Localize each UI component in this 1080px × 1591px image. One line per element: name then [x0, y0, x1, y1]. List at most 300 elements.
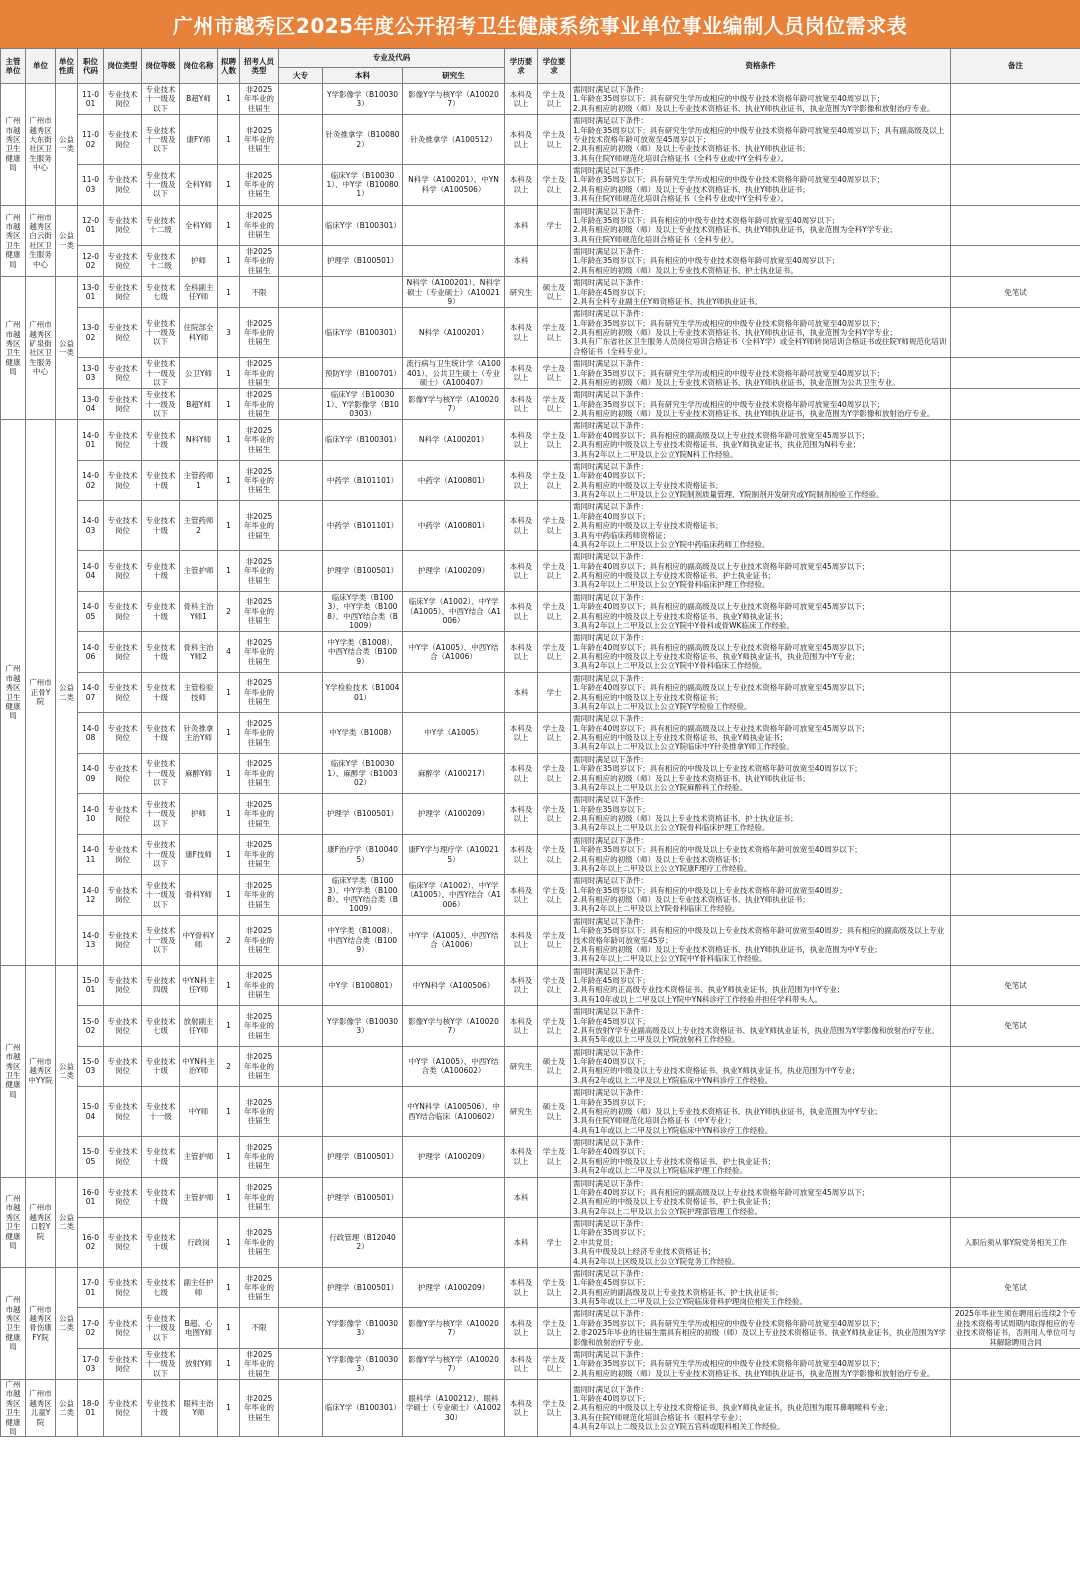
- hire-count-cell: 1: [218, 246, 240, 277]
- post-level-cell: 专业技术十级: [142, 1177, 180, 1218]
- post-type-cell: 专业技术岗位: [104, 277, 142, 308]
- major-benke-cell: 护理学（B100501）: [323, 794, 403, 835]
- dept-cell: 广州市越秀区卫生健康局: [1, 420, 26, 965]
- major-benke-cell: Y学影像学（B100303）: [323, 1308, 403, 1349]
- education-cell: 本科及以上: [505, 1267, 538, 1308]
- hire-count-cell: 1: [218, 420, 240, 461]
- qualification-cell: 需同时满足以下条件： 1.年龄在40周岁以下；具有相应的副高级及以上专业技术资格年龄可放宽至45周岁以下； 2.具有相应的中级及以上专业技术资格证书； 3.具有2年以上二甲及以上公立Y院Y学检验工作经验。: [571, 672, 951, 713]
- job-code-cell: 14-007: [78, 672, 104, 713]
- header-nature: 单位性质: [56, 49, 78, 84]
- education-cell: 本科及以上: [505, 420, 538, 461]
- job-code-cell: 17-001: [78, 1267, 104, 1308]
- degree-cell: 学士: [538, 205, 571, 246]
- hire-count-cell: 1: [218, 1348, 240, 1379]
- major-dazhuan-cell: [279, 1046, 323, 1087]
- job-code-cell: 14-004: [78, 551, 104, 592]
- post-name-cell: 康F技师: [180, 834, 218, 875]
- table-row: [1, 1348, 1080, 1379]
- hire-count-cell: 1: [218, 358, 240, 389]
- major-dazhuan-cell: [279, 84, 323, 115]
- degree-cell: 学士及以上: [538, 1348, 571, 1379]
- job-code-cell: 17-003: [78, 1348, 104, 1379]
- remark-cell: [951, 460, 1080, 501]
- table-row: [1, 1308, 1080, 1349]
- education-cell: 本科及以上: [505, 834, 538, 875]
- job-code-cell: 15-003: [78, 1046, 104, 1087]
- hire-count-cell: 1: [218, 115, 240, 165]
- post-name-cell: 主管药师2: [180, 501, 218, 551]
- major-benke-cell: 中Y学类（B1008）、中西Y结合类（B1009）: [323, 632, 403, 673]
- post-type-cell: 专业技术岗位: [104, 1087, 142, 1137]
- major-benke-cell: 临床Y学（B100301）: [323, 308, 403, 358]
- major-dazhuan-cell: [279, 358, 323, 389]
- major-benke-cell: 临床Y学（B100301）: [323, 420, 403, 461]
- post-type-cell: 专业技术岗位: [104, 165, 142, 206]
- degree-cell: 学士: [538, 1218, 571, 1268]
- nature-cell: 公益二类: [56, 1267, 78, 1379]
- education-cell: 研究生: [505, 277, 538, 308]
- table-row: [1, 1046, 1080, 1087]
- job-code-cell: 14-012: [78, 875, 104, 916]
- post-type-cell: 专业技术岗位: [104, 1380, 142, 1437]
- candidate-type-cell: 非2025年毕业的往届生: [240, 965, 279, 1006]
- candidate-type-cell: 非2025年毕业的往届生: [240, 1006, 279, 1047]
- table-row: [1, 875, 1080, 916]
- post-type-cell: 专业技术岗位: [104, 1218, 142, 1268]
- education-cell: 本科及以上: [505, 591, 538, 632]
- candidate-type-cell: 不限: [240, 277, 279, 308]
- hire-count-cell: 1: [218, 672, 240, 713]
- major-yjs-cell: 临床Y学（A1002）、中Y学（A1005）、中西Y结合（A1006）: [403, 591, 505, 632]
- candidate-type-cell: 不限: [240, 1308, 279, 1349]
- qualification-cell: 需同时满足以下条件： 1.年龄在40周岁以下；具有相应的副高级及以上专业技术资格年龄可放宽至45周岁以下； 2.具有相应的中级及以上专业技术资格证书、护士执业证书； 3.具有2年以上二甲及以上公立Y院护理部管理工作经验。: [571, 1177, 951, 1218]
- major-dazhuan-cell: [279, 672, 323, 713]
- major-benke-cell: 预防Y学（B100701）: [323, 358, 403, 389]
- major-dazhuan-cell: [279, 834, 323, 875]
- post-name-cell: 眼科主治Y师: [180, 1380, 218, 1437]
- table-row: [1, 460, 1080, 501]
- major-benke-cell: 中Y学（B100801）: [323, 965, 403, 1006]
- qualification-cell: 需同时满足以下条件： 1.年龄在40周岁以下；具有相应的副高级及以上专业技术资格年龄可放宽至45周岁以下； 2.具有相应的中级及以上专业技术资格证书、执业Y师执业证书； 3.具有2年以上二甲及以上公立Y院临床中Y针灸推拿Y师工作经验。: [571, 713, 951, 754]
- post-type-cell: 专业技术岗位: [104, 591, 142, 632]
- hire-count-cell: 1: [218, 460, 240, 501]
- post-level-cell: 专业技术七级: [142, 277, 180, 308]
- qualification-cell: 需同时满足以下条件： 1.年龄在35周岁以下；具有研究生学历或相应的中级专业技术资格年龄可放宽至40周岁以下； 2.具有相应的初级（师）及以上专业技术资格证书、执业Y师执业证书，执业范围为全科Y学专业； 3.具有广东省社区卫生服务人员岗位培训合格证书（全科Y学）或全科Y师转岗培训合格证书或住院Y师规范化培训合格证书（全科专业）。: [571, 308, 951, 358]
- post-type-cell: 专业技术岗位: [104, 1137, 142, 1178]
- dept-cell: 广州市越秀区卫生健康局: [1, 1380, 26, 1437]
- remark-cell: [951, 1087, 1080, 1137]
- unit-cell: 广州市越秀区中YY院: [26, 965, 56, 1177]
- dept-cell: 广州市越秀区卫生健康局: [1, 965, 26, 1177]
- major-dazhuan-cell: [279, 1380, 323, 1437]
- remark-cell: [951, 1380, 1080, 1437]
- remark-cell: [951, 875, 1080, 916]
- major-yjs-cell: [403, 1218, 505, 1268]
- table-row: [1, 308, 1080, 358]
- remark-cell: [951, 308, 1080, 358]
- qualification-cell: 需同时满足以下条件： 1.年龄在40周岁以下；具有相应的副高级及以上专业技术资格年龄可放宽至45周岁以下； 2.具有相应的中级及以上专业技术资格证书、执业Y师执业证书； 3.具有2年以上二甲及以上公立Y院中Y骨科或骨WK临床工作经验。: [571, 591, 951, 632]
- major-dazhuan-cell: [279, 591, 323, 632]
- major-dazhuan-cell: [279, 1177, 323, 1218]
- post-type-cell: 专业技术岗位: [104, 308, 142, 358]
- remark-cell: [951, 794, 1080, 835]
- degree-cell: 学士及以上: [538, 1137, 571, 1178]
- candidate-type-cell: 非2025年毕业的往届生: [240, 420, 279, 461]
- degree-cell: 学士及以上: [538, 1006, 571, 1047]
- header-qual: 资格条件: [571, 49, 951, 84]
- remark-cell: [951, 1046, 1080, 1087]
- job-code-cell: 13-001: [78, 277, 104, 308]
- post-level-cell: 专业技术十一级及以下: [142, 915, 180, 965]
- post-name-cell: 全科副主任Y师: [180, 277, 218, 308]
- qualification-cell: 需同时满足以下条件： 1.年龄在35周岁以下；具有研究生学历或相应的中级专业技术资格年龄可放宽至40周岁以下； 2.具有相应的初级（师）及以上专业技术资格证书、执业Y师执业证书，执业范围为Y学影像和放射治疗专业。: [571, 1348, 951, 1379]
- table-row: [1, 205, 1080, 246]
- education-cell: 本科及以上: [505, 1380, 538, 1437]
- post-level-cell: 专业技术七级: [142, 1267, 180, 1308]
- qualification-cell: 需同时满足以下条件： 1.年龄在40周岁以下；具有相应的副高级及以上专业技术资格年龄可放宽至45周岁以下； 2.具有相应的中级及以上专业技术资格证书、护士执业证书； 3.具有2年以上二甲及以上公立Y院骨科临床护理工作经验。: [571, 551, 951, 592]
- degree-cell: [538, 1177, 571, 1218]
- post-level-cell: 专业技术十一级及以下: [142, 794, 180, 835]
- post-level-cell: 专业技术十一级: [142, 1087, 180, 1137]
- unit-cell: 广州市越秀区白云街社区卫生服务中心: [26, 205, 56, 277]
- job-code-cell: 14-003: [78, 501, 104, 551]
- major-benke-cell: 临床Y学（B100301）、中Y学（B100801）: [323, 165, 403, 206]
- major-dazhuan-cell: [279, 277, 323, 308]
- post-name-cell: 中Y骨科Y师: [180, 915, 218, 965]
- candidate-type-cell: 非2025年毕业的往届生: [240, 875, 279, 916]
- table-row: [1, 1177, 1080, 1218]
- job-code-cell: 15-005: [78, 1137, 104, 1178]
- unit-cell: 广州市越秀区儿童Y院: [26, 1380, 56, 1437]
- table-row: [1, 501, 1080, 551]
- major-benke-cell: 临床Y学类（B1003）、中Y学类（B1008）、中西Y结合类（B1009）: [323, 875, 403, 916]
- job-code-cell: 14-001: [78, 420, 104, 461]
- degree-cell: 学士及以上: [538, 591, 571, 632]
- job-code-cell: 13-004: [78, 389, 104, 420]
- post-type-cell: 专业技术岗位: [104, 794, 142, 835]
- major-benke-cell: 针灸推拿学（B100802）: [323, 115, 403, 165]
- education-cell: 本科及以上: [505, 1308, 538, 1349]
- nature-cell: 公益二类: [56, 420, 78, 965]
- degree-cell: 学士及以上: [538, 84, 571, 115]
- table-row: [1, 115, 1080, 165]
- remark-cell: [951, 551, 1080, 592]
- major-dazhuan-cell: [279, 713, 323, 754]
- job-code-cell: 14-009: [78, 753, 104, 794]
- job-code-cell: 12-001: [78, 205, 104, 246]
- major-dazhuan-cell: [279, 1308, 323, 1349]
- post-level-cell: 专业技术十级: [142, 460, 180, 501]
- qualification-cell: 需同时满足以下条件： 1.年龄在45周岁以下； 2.具有相应的副高级及以上专业技术资格证书、护士执业证书； 3.具有5年或以上二甲及以上公立Y院临床骨科护理岗位相关工作经验。: [571, 1267, 951, 1308]
- remark-cell: [951, 84, 1080, 115]
- table-row: [1, 672, 1080, 713]
- major-dazhuan-cell: [279, 1006, 323, 1047]
- job-code-cell: 14-010: [78, 794, 104, 835]
- post-level-cell: 专业技术十一级及以下: [142, 165, 180, 206]
- post-level-cell: 专业技术十一级及以下: [142, 84, 180, 115]
- table-row: [1, 1087, 1080, 1137]
- degree-cell: 学士及以上: [538, 794, 571, 835]
- major-benke-cell: [323, 1087, 403, 1137]
- post-name-cell: 放射Y师: [180, 1348, 218, 1379]
- degree-cell: 硕士及以上: [538, 1046, 571, 1087]
- degree-cell: 学士: [538, 672, 571, 713]
- post-level-cell: 专业技术十级: [142, 1137, 180, 1178]
- degree-cell: 学士及以上: [538, 965, 571, 1006]
- education-cell: 本科及以上: [505, 358, 538, 389]
- post-name-cell: 骨科Y师: [180, 875, 218, 916]
- hire-count-cell: 1: [218, 84, 240, 115]
- recruitment-table: [0, 48, 1080, 1437]
- post-name-cell: 住院部全科Y师: [180, 308, 218, 358]
- major-benke-cell: Y学影像学（B100303）: [323, 1348, 403, 1379]
- job-code-cell: 15-001: [78, 965, 104, 1006]
- post-level-cell: 专业技术十级: [142, 1218, 180, 1268]
- major-dazhuan-cell: [279, 389, 323, 420]
- major-benke-cell: 临床Y学（B100301）: [323, 1380, 403, 1437]
- header-edu: 学历要求: [505, 49, 538, 84]
- post-level-cell: 专业技术十一级及以下: [142, 753, 180, 794]
- dept-cell: 广州市越秀区卫生健康局: [1, 205, 26, 277]
- major-yjs-cell: 影像Y学与核Y学（A100207）: [403, 1308, 505, 1349]
- qualification-cell: 需同时满足以下条件： 1.年龄在35周岁以下； 2.中共党员； 3.具有中级及以上经济专业技术资格证书； 4.具有2年以上区级及以上公立Y院党务工作经验。: [571, 1218, 951, 1268]
- major-dazhuan-cell: [279, 115, 323, 165]
- post-name-cell: 主管护师: [180, 1177, 218, 1218]
- major-benke-cell: 护理学（B100501）: [323, 1137, 403, 1178]
- post-name-cell: 放射副主任Y师: [180, 1006, 218, 1047]
- job-code-cell: 16-001: [78, 1177, 104, 1218]
- education-cell: 本科及以上: [505, 1137, 538, 1178]
- major-yjs-cell: [403, 672, 505, 713]
- post-type-cell: 专业技术岗位: [104, 1267, 142, 1308]
- unit-cell: 广州市越秀区骨伤康FY院: [26, 1267, 56, 1379]
- education-cell: 本科及以上: [505, 501, 538, 551]
- major-yjs-cell: 影像Y学与核Y学（A100207）: [403, 84, 505, 115]
- candidate-type-cell: 非2025年毕业的往届生: [240, 1177, 279, 1218]
- major-benke-cell: 护理学（B100501）: [323, 246, 403, 277]
- job-code-cell: 11-002: [78, 115, 104, 165]
- candidate-type-cell: 非2025年毕业的往届生: [240, 358, 279, 389]
- post-name-cell: 针灸推拿主治Y师: [180, 713, 218, 754]
- candidate-type-cell: 非2025年毕业的往届生: [240, 165, 279, 206]
- post-level-cell: 专业技术十一级及以下: [142, 389, 180, 420]
- candidate-type-cell: 非2025年毕业的往届生: [240, 551, 279, 592]
- post-name-cell: 行政岗: [180, 1218, 218, 1268]
- remark-cell: [951, 713, 1080, 754]
- degree-cell: 学士及以上: [538, 551, 571, 592]
- candidate-type-cell: 非2025年毕业的往届生: [240, 501, 279, 551]
- post-level-cell: 专业技术十级: [142, 1380, 180, 1437]
- post-level-cell: 专业技术十一级及以下: [142, 834, 180, 875]
- degree-cell: 学士及以上: [538, 358, 571, 389]
- education-cell: 本科及以上: [505, 551, 538, 592]
- qualification-cell: 需同时满足以下条件： 1.年龄在35周岁以下；具有研究生学历或相应的中级专业技术资格年龄可放宽至40周岁以下； 2.具有相应的初级（师）及以上专业技术资格证书、执业Y师执业证书，执业范围为公共卫生专业。: [571, 358, 951, 389]
- candidate-type-cell: 非2025年毕业的往届生: [240, 632, 279, 673]
- degree-cell: [538, 246, 571, 277]
- job-code-cell: 12-002: [78, 246, 104, 277]
- remark-cell: [951, 358, 1080, 389]
- post-name-cell: 康FY师: [180, 115, 218, 165]
- degree-cell: 学士及以上: [538, 1380, 571, 1437]
- post-level-cell: 专业技术十二级: [142, 246, 180, 277]
- degree-cell: 学士及以上: [538, 875, 571, 916]
- remark-cell: [951, 205, 1080, 246]
- major-yjs-cell: [403, 246, 505, 277]
- education-cell: 本科: [505, 205, 538, 246]
- degree-cell: 学士及以上: [538, 1308, 571, 1349]
- candidate-type-cell: 非2025年毕业的往届生: [240, 1087, 279, 1137]
- table-row: [1, 834, 1080, 875]
- major-yjs-cell: N科学（A100201）: [403, 308, 505, 358]
- qualification-cell: 需同时满足以下条件： 1.年龄在35周岁以下；具有相应的中级及以上专业技术资格年龄可放宽至40周岁； 2.具有相应的初级（师）及以上专业技术资格证书、执业Y师执业证书； 3.具有2年以上二甲及以上Y院骨科临床工作经验。: [571, 875, 951, 916]
- post-type-cell: 专业技术岗位: [104, 389, 142, 420]
- post-level-cell: 专业技术十级: [142, 1046, 180, 1087]
- major-yjs-cell: 临床Y学（A1002）、中Y学（A1005）、中西Y结合（A1006）: [403, 875, 505, 916]
- post-type-cell: 专业技术岗位: [104, 84, 142, 115]
- post-name-cell: 主管护师: [180, 551, 218, 592]
- education-cell: 本科及以上: [505, 794, 538, 835]
- header-target: 招考人员类型: [240, 49, 279, 84]
- post-name-cell: 副主任护师: [180, 1267, 218, 1308]
- job-code-cell: 11-003: [78, 165, 104, 206]
- dept-cell: 广州市越秀区卫生健康局: [1, 277, 26, 420]
- table-row: [1, 1006, 1080, 1047]
- table-row: [1, 551, 1080, 592]
- major-dazhuan-cell: [279, 1137, 323, 1178]
- major-yjs-cell: N科学（A100201）: [403, 420, 505, 461]
- education-cell: 本科及以上: [505, 460, 538, 501]
- table-row: [1, 1137, 1080, 1178]
- post-name-cell: 公卫Y师: [180, 358, 218, 389]
- table-row: [1, 794, 1080, 835]
- table-row: [1, 420, 1080, 461]
- major-benke-cell: 护理学（B100501）: [323, 551, 403, 592]
- post-type-cell: 专业技术岗位: [104, 1006, 142, 1047]
- remark-cell: [951, 591, 1080, 632]
- unit-cell: 广州市正骨Y院: [26, 420, 56, 965]
- major-dazhuan-cell: [279, 1087, 323, 1137]
- hire-count-cell: 1: [218, 205, 240, 246]
- qualification-cell: 需同时满足以下条件： 1.年龄在45周岁以下； 2.具有相应的正高级专业技术资格证书、执业Y师执业证书，执业范围为中Y专业； 3.具有10年或以上二甲及以上Y院中YN科诊疗工作经验并担任学科带头人。: [571, 965, 951, 1006]
- post-level-cell: 专业技术十一级及以下: [142, 308, 180, 358]
- nature-cell: 公益一类: [56, 205, 78, 277]
- header-level: 岗位等级: [142, 49, 180, 84]
- major-yjs-cell: 中YN科学（A100506）: [403, 965, 505, 1006]
- major-dazhuan-cell: [279, 501, 323, 551]
- hire-count-cell: 4: [218, 632, 240, 673]
- job-code-cell: 14-005: [78, 591, 104, 632]
- hire-count-cell: 2: [218, 915, 240, 965]
- qualification-cell: 需同时满足以下条件： 1.年龄在35周岁以下；具有相应的中级专业技术资格年龄可放宽至40周岁以下； 2.具有相应的初级（师）及以上专业技术资格证书、护士执业证书。: [571, 246, 951, 277]
- major-dazhuan-cell: [279, 875, 323, 916]
- hire-count-cell: 3: [218, 308, 240, 358]
- remark-cell: [951, 501, 1080, 551]
- job-code-cell: 15-004: [78, 1087, 104, 1137]
- post-level-cell: 专业技术十二级: [142, 205, 180, 246]
- post-type-cell: 专业技术岗位: [104, 246, 142, 277]
- table-row: [1, 84, 1080, 115]
- post-name-cell: 主管护师: [180, 1137, 218, 1178]
- table-row: [1, 632, 1080, 673]
- major-benke-cell: [323, 277, 403, 308]
- major-dazhuan-cell: [279, 246, 323, 277]
- remark-cell: [951, 915, 1080, 965]
- major-dazhuan-cell: [279, 551, 323, 592]
- post-type-cell: 专业技术岗位: [104, 551, 142, 592]
- job-code-cell: 17-002: [78, 1308, 104, 1349]
- job-code-cell: 13-002: [78, 308, 104, 358]
- major-yjs-cell: 中Y学（A1005）、中西Y结合（A1006）: [403, 915, 505, 965]
- degree-cell: 硕士及以上: [538, 1087, 571, 1137]
- qualification-cell: 需同时满足以下条件： 1.年龄在40周岁以下； 2.具有相应的中级及以上专业技术资格证书； 3.具有2年以上二甲及以上公立Y院制剂质量管理、Y院制剂开发研究或Y院制剂检验工作经验。: [571, 460, 951, 501]
- education-cell: 本科及以上: [505, 713, 538, 754]
- major-dazhuan-cell: [279, 460, 323, 501]
- post-level-cell: 专业技术七级: [142, 1006, 180, 1047]
- candidate-type-cell: 非2025年毕业的往届生: [240, 1380, 279, 1437]
- candidate-type-cell: 非2025年毕业的往届生: [240, 246, 279, 277]
- major-yjs-cell: 眼科学（A100212）、眼科学硕士（专业硕士）（A100230）: [403, 1380, 505, 1437]
- post-name-cell: B超Y师: [180, 389, 218, 420]
- major-benke-cell: 行政管理（B120402）: [323, 1218, 403, 1268]
- post-name-cell: 全科Y师: [180, 165, 218, 206]
- post-level-cell: 专业技术十级: [142, 501, 180, 551]
- qualification-cell: 需同时满足以下条件： 1.年龄在40周岁以下；具有相应的副高级及以上专业技术资格年龄可放宽至45周岁以下； 2.具有相应的中级及以上专业技术资格证书、执业Y师执业证书，执业范围为中Y专业； 3.具有2年以上二甲及以上公立Y院中Y骨科临床工作经验。: [571, 632, 951, 673]
- unit-cell: 广州市越秀区大东街社区卫生服务中心: [26, 84, 56, 206]
- major-benke-cell: Y学检验技术（B100401）: [323, 672, 403, 713]
- job-code-cell: 14-002: [78, 460, 104, 501]
- post-level-cell: 专业技术十一级及以下: [142, 358, 180, 389]
- major-yjs-cell: 护理学（A100209）: [403, 551, 505, 592]
- degree-cell: 学士及以上: [538, 753, 571, 794]
- table-row: [1, 1267, 1080, 1308]
- education-cell: 本科及以上: [505, 753, 538, 794]
- major-yjs-cell: 影像Y学与核Y学（A100207）: [403, 1348, 505, 1379]
- major-dazhuan-cell: [279, 308, 323, 358]
- table-row: [1, 915, 1080, 965]
- hire-count-cell: 1: [218, 713, 240, 754]
- post-type-cell: 专业技术岗位: [104, 672, 142, 713]
- post-type-cell: 专业技术岗位: [104, 205, 142, 246]
- post-name-cell: 中YN科主任Y师: [180, 965, 218, 1006]
- major-yjs-cell: 护理学（A100209）: [403, 794, 505, 835]
- job-code-cell: 14-013: [78, 915, 104, 965]
- nature-cell: 公益一类: [56, 277, 78, 420]
- candidate-type-cell: 非2025年毕业的往届生: [240, 591, 279, 632]
- candidate-type-cell: 非2025年毕业的往届生: [240, 84, 279, 115]
- candidate-type-cell: 非2025年毕业的往届生: [240, 1046, 279, 1087]
- hire-count-cell: 1: [218, 1006, 240, 1047]
- major-dazhuan-cell: [279, 915, 323, 965]
- education-cell: 本科及以上: [505, 965, 538, 1006]
- education-cell: 本科: [505, 1177, 538, 1218]
- nature-cell: 公益二类: [56, 1177, 78, 1267]
- hire-count-cell: 1: [218, 165, 240, 206]
- remark-cell: 免笔试: [951, 1006, 1080, 1047]
- table-row: [1, 713, 1080, 754]
- qualification-cell: 需同时满足以下条件： 1.年龄在35周岁以下；具有研究生学历或相应的中级专业技术资格年龄可放宽至40周岁以下； 2.非2025年毕业的往届生需具有相应的初级（师）及以上专业技术资格证书、执业Y师执业证书，执业范围为Y学影像和放射治疗专业。: [571, 1308, 951, 1349]
- post-type-cell: 专业技术岗位: [104, 1308, 142, 1349]
- degree-cell: 学士及以上: [538, 165, 571, 206]
- major-benke-cell: 中药学（B101101）: [323, 460, 403, 501]
- hire-count-cell: 1: [218, 1308, 240, 1349]
- post-level-cell: 专业技术十一级及以下: [142, 1348, 180, 1379]
- post-type-cell: 专业技术岗位: [104, 915, 142, 965]
- major-yjs-cell: 护理学（A100209）: [403, 1137, 505, 1178]
- post-name-cell: 主管检验技师: [180, 672, 218, 713]
- major-benke-cell: 中药学（B101101）: [323, 501, 403, 551]
- major-dazhuan-cell: [279, 965, 323, 1006]
- qualification-cell: 需同时满足以下条件： 1.年龄在35周岁以下；具有研究生学历或相应的中级专业技术资格年龄可放宽至40周岁以下；具有副高级及以上专业技术资格年龄可放宽至45周岁以下； 2.具有相应的初级（师）及以上专业技术资格证书、执业Y师执业证书； 3.具有住院Y师规范化培训合格证书（全科专业或中Y全科专业）。: [571, 115, 951, 165]
